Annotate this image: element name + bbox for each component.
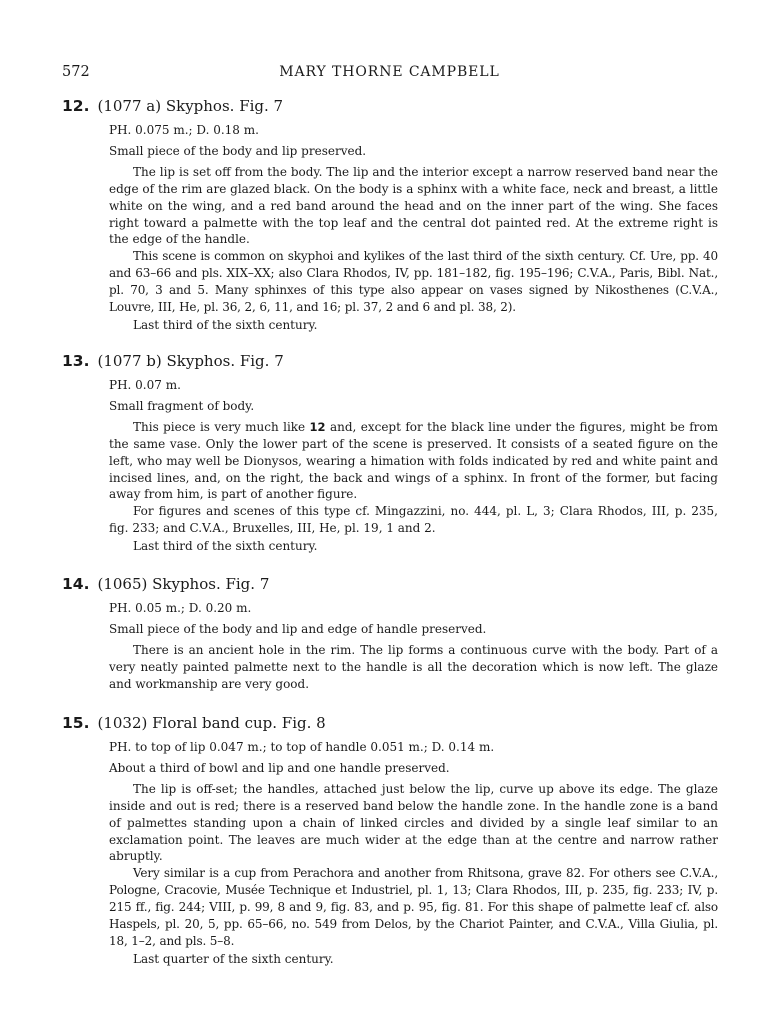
description-text: This piece is very much like [133, 419, 310, 434]
entry-text [109, 164, 718, 334]
entry-description: There is an ancient hole in the rim. The lip forms a continuous curve with the body. Part of a very neatly painted palmette next to the handle is all the decoration which is now left. The glaze and workmanship are very good. [109, 642, 718, 691]
entry-preserved: Small piece of the body and lip preserved. [109, 143, 367, 158]
entry-description: The lip is set off from the body. The lip and the interior except a narrow reserved band near the edge of the rim are glazed black. On the body is a sphinx with a white face, neck and breast, a little white on the wing, and a red band around the head and on the inner part of the wing. She faces right toward a palmette with the top leaf and the central dot painted red. At the extreme right is the edge of the handle. [109, 164, 718, 247]
entry-preserved: About a third of bowl and lip and one handle preserved. [109, 760, 450, 775]
entry-date: Last third of the sixth century. [133, 539, 318, 554]
entry-number: 12. [62, 97, 90, 115]
entry-body [109, 377, 718, 555]
entry-date: Last quarter of the sixth century. [133, 951, 334, 966]
cross-reference: 12 [309, 419, 326, 434]
entry-number: 14. [62, 575, 90, 593]
entry-body [109, 739, 718, 968]
catalogue-entry-14 [62, 574, 718, 693]
entry-comparanda: Very similar is a cup from Perachora and another from Rhitsona, grave 82. For others see C.V.A., Pologne, Cracovie, Musée Technique et Industriel, pl. 1, 13; Clara Rhodos, III, p. 235, fig. 233; IV, p. 215 ff., fig. 244; VIII, p. 99, 8 and 9, fig. 83, and p. 95, fig. 81. For this shape of palmette leaf cf. also Haspels, pl. 20, 5, pp. 65–66, no. 549 from Delos, by the Chariot Painter, and C.V.A., Villa Giulia, pl. 18, 1–2, and pls. 5–8. [109, 866, 718, 948]
entry-measurements: PH. 0.05 m.; D. 0.20 m. [109, 601, 252, 615]
entry-heading [62, 351, 718, 371]
entry-preserved: Small fragment of body. [109, 398, 255, 413]
entry-measurements: PH. 0.07 m. [109, 378, 181, 392]
entry-title: (1065) Skyphos. Fig. 7 [97, 575, 270, 593]
entry-body [109, 122, 718, 160]
entry-comparanda: For figures and scenes of this type cf. Mingazzini, no. 444, pl. L, 3; Clara Rhodos, III, p. 235, fig. 233; and C.V.A., Bruxelles, III, He, pl. 19, 1 and 2. [109, 504, 718, 536]
entry-measurements: PH. 0.075 m.; D. 0.18 m. [109, 123, 259, 137]
entry-description: The lip is off-set; the handles, attached just below the lip, curve up above its edge. The glaze inside and out is red; there is a reserved band below the handle zone. In the handle zone is a band of palmettes standing upon a chain of linked circles and divided by a single leaf similar to an exclamation point. The leaves are much wider at the edge than at the centre and narrow rather abruptly. [109, 781, 718, 864]
running-head [62, 64, 717, 84]
entry-title: (1032) Floral band cup. Fig. 8 [97, 714, 326, 732]
catalogue-entry-13 [62, 351, 718, 555]
entry-preserved: Small piece of the body and lip and edge of handle preserved. [109, 621, 487, 636]
description-text: and, except for the black line under the figures, might be from the same vase. Only the lower part of the scene is preserved. It consists of a seated figure on the left, who may well be Dionysos, wearing a himation with folds indicated by red and white paint and incised lines, and, on the right, the back and wings of a sphinx. In front of the former, but facing away from him, is part of another figure. [109, 419, 718, 502]
entry-title: (1077 a) Skyphos. Fig. 7 [97, 97, 284, 115]
catalogue-entry-12 [62, 96, 718, 334]
entry-heading [62, 96, 718, 116]
entry-measurements: PH. to top of lip 0.047 m.; to top of handle 0.051 m.; D. 0.14 m. [109, 740, 495, 754]
entry-body [109, 600, 718, 693]
catalogue-entry-15 [62, 713, 718, 968]
entry-heading [62, 713, 718, 733]
entry-number: 13. [62, 352, 90, 370]
entry-description [109, 419, 718, 504]
entry-number: 15. [62, 714, 90, 732]
running-title: MARY THORNE CAMPBELL [279, 64, 500, 80]
page-number: 572 [62, 64, 90, 80]
entry-heading [62, 574, 718, 594]
entry-date: Last third of the sixth century. [133, 317, 318, 332]
entry-title: (1077 b) Skyphos. Fig. 7 [97, 352, 284, 370]
entry-comparanda: This scene is common on skyphoi and kylikes of the last third of the sixth century. Cf. Ure, pp. 40 and 63–66 and pls. XIX–XX; also Clara Rhodos, IV, pp. 181–182, fig. 195–196; C.V.A., Paris, Bibl. Nat., pl. 70, 3 and 5. Many sphinxes of this type also appear on vases signed by Nikosthenes (C.V.A., Louvre, III, He, pl. 36, 2, 6, 11, and 16; pl. 37, 2 and 6 and pl. 38, 2). [109, 249, 718, 315]
